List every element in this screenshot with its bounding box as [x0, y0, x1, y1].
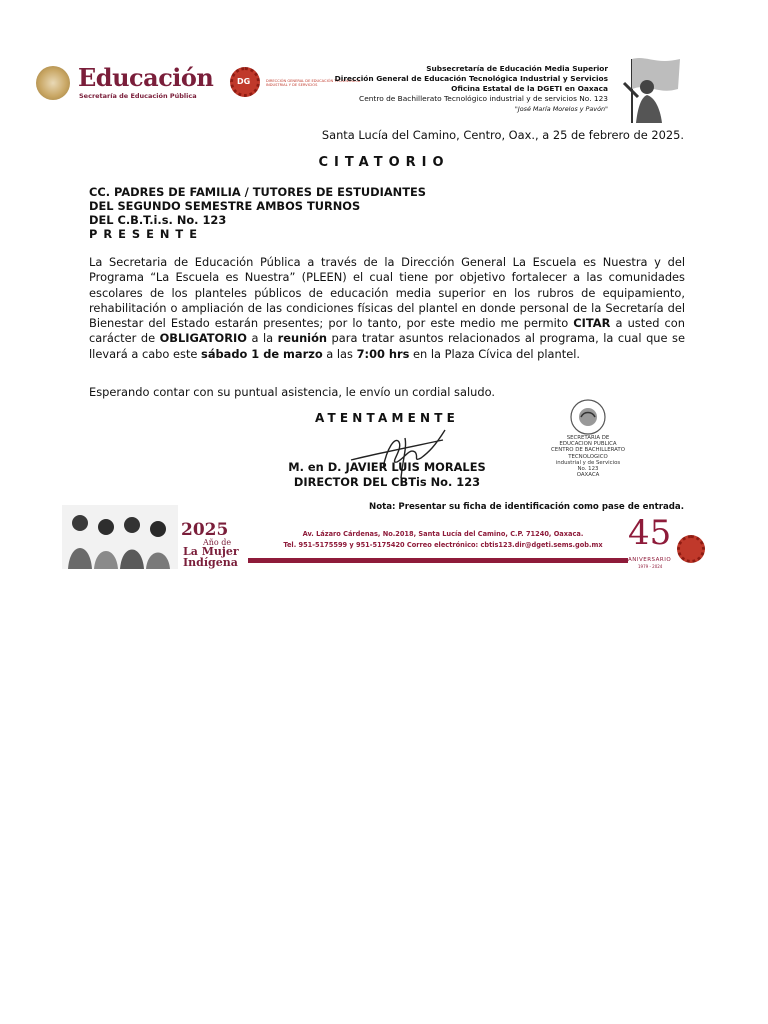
date-line: Santa Lucía del Camino, Centro, Oax., a 25 de febrero de 2025. [321, 128, 684, 142]
stamp-line-5: industrial y de Servicios [555, 459, 621, 466]
anniversary-logo [628, 515, 718, 571]
footer-address: Av. Lázaro Cárdenas, No.2018, Santa Lucía del Camino, C.P. 71240, Oaxaca. [302, 530, 584, 538]
anniversary-label: ANIVERSARIO [628, 557, 672, 563]
stamp-text [548, 435, 628, 478]
header-line-2: Dirección General de Educación Tecnológica Industrial y Servicios [334, 74, 608, 83]
footer-divider [248, 558, 628, 563]
closing-line: Esperando contar con su puntual asistencia, le envío un cordial saludo. [89, 385, 495, 399]
atentamente-label: ATENTAMENTE [314, 411, 460, 425]
year-mujer: La Mujer [183, 545, 239, 558]
header-line-3: Oficina Estatal de la DGETI en Oaxaca [451, 84, 608, 93]
official-stamp [548, 397, 628, 487]
body-bold-time: 7:00 hrs [356, 346, 410, 361]
year-indigena: Indígena [183, 556, 238, 569]
dgeti-logo-text: DIRECCIÓN GENERAL DE EDUCACIÓN TECNOLÓGICA INDUSTRIAL Y DE SERVICIOS [266, 79, 361, 88]
year-number: 2025 [181, 520, 229, 540]
stamp-line-2: EDUCACION PUBLICA [559, 441, 617, 448]
gear-icon [677, 535, 705, 563]
stamp-line-6: No. 123 [577, 466, 599, 473]
signer-position: DIRECTOR DEL CBTis No. 123 [293, 475, 481, 489]
year-of-label: Año de [203, 538, 232, 547]
body-text-6: en la Plaza Cívica del plantel. [409, 346, 580, 361]
logo-word: Educación [78, 63, 214, 92]
indigenous-women-illustration [62, 505, 178, 569]
header-info [308, 64, 608, 114]
body-text-1: La Secretaria de Educación Pública a través de la Dirección General La Escuela es Nuestra y del Programa “La Escuela es Nuestra” (PLEEN) el cual tiene por objetivo fortalecer a las comunidades escolares de los planteles públicos de educación media superior en los rubros de equipamiento, rehabilitación o ampliación de las condiciones físicas del plantel en donde personal de la Secretaría del Bienestar del Estado estarán presentes; por lo tanto, por este medio me permito [89, 255, 685, 331]
body-bold-citar: CITAR [573, 316, 611, 331]
year-badge [181, 520, 251, 570]
body-bold-obligatorio: OBLIGATORIO [159, 331, 247, 346]
body-bold-reunion: reunión [277, 331, 328, 346]
flag-heroine-illustration [614, 53, 684, 123]
stamp-line-1: SECRETARIA DE [566, 435, 610, 441]
year-dedication [183, 546, 239, 568]
header-line-5: "José María Morelos y Pavón" [514, 105, 608, 113]
body-paragraph [89, 255, 685, 362]
body-text-2: a usted con carácter de [89, 316, 686, 346]
logo-subtitle: Secretaría de Educación Pública [79, 92, 197, 100]
addressee-line-1: CC. PADRES DE FAMILIA / TUTORES DE ESTUDIANTES [89, 185, 426, 199]
header-line-1: Subsecretaría de Educación Media Superior [426, 64, 608, 73]
footer-contact: Tel. 951-5175599 y 951-5175420 Correo electrónico: cbtis123.dir@dgeti.sems.gob.mx [283, 541, 603, 549]
eagle-seal-icon [36, 66, 70, 100]
identification-note: Nota: Presentar su ficha de identificación como pase de entrada. [369, 502, 684, 512]
stamp-seal-icon [548, 397, 628, 437]
stamp-line-7: OAXACA [576, 472, 600, 479]
addressee-line-4: PRESENTE [89, 227, 203, 241]
body-bold-date: sábado 1 de marzo [201, 346, 323, 361]
signer-name: M. en D. JAVIER LUIS MORALES [288, 460, 486, 474]
anniversary-number: 45 [628, 513, 672, 553]
document-title: CITATORIO [318, 155, 450, 170]
body-text-3: a la [246, 331, 278, 346]
body-text-5: a las [322, 346, 357, 361]
gear-icon: DG [230, 67, 260, 97]
anniversary-years: 1979 - 2024 [638, 564, 663, 569]
footer-address-block [262, 529, 624, 551]
stamp-line-4: TECNOLOGICO [568, 453, 608, 460]
educacion-logo [36, 63, 216, 102]
addressee-block [89, 185, 426, 241]
addressee-line-3: DEL C.B.T.i.s. No. 123 [89, 213, 227, 227]
header-line-4: Centro de Bachillerato Tecnológico industrial y de servicios No. 123 [359, 94, 608, 103]
body-text-4: para tratar asuntos relacionados al programa, la cual que se llevará a cabo este [89, 331, 685, 361]
stamp-line-3: CENTRO DE BACHILLERATO [551, 447, 625, 454]
signer-block [0, 460, 768, 490]
addressee-line-2: DEL SEGUNDO SEMESTRE AMBOS TURNOS [89, 199, 361, 213]
